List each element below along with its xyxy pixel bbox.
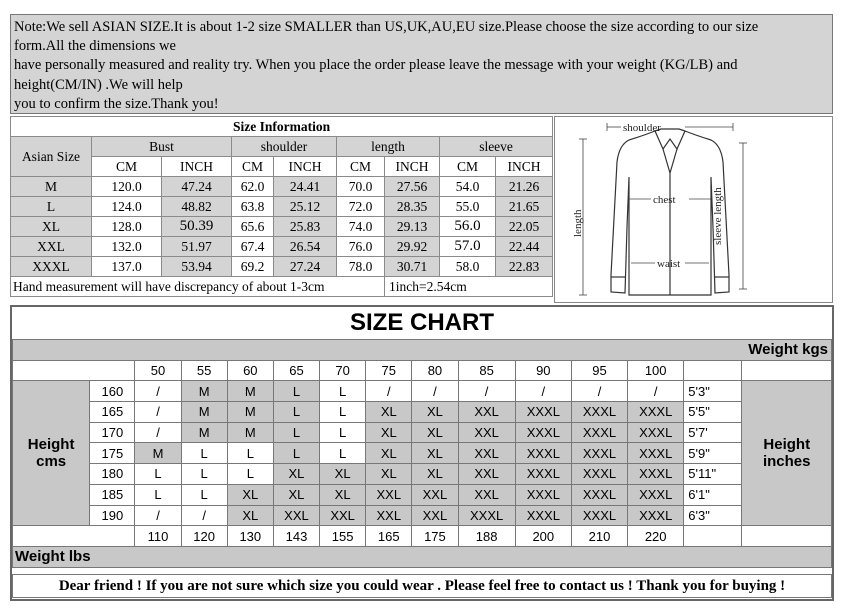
size-cell: XXXL: [571, 402, 627, 423]
size-cell: XXXL: [458, 505, 515, 526]
lbs-row: [13, 526, 832, 547]
unit-header-inch: INCH: [274, 157, 337, 177]
size-cell: XXL: [412, 505, 458, 526]
size-cell: /: [412, 381, 458, 402]
size-info-row: [11, 197, 553, 217]
size-cell: XXXL: [571, 443, 627, 464]
measure-value: 25.83: [274, 217, 337, 237]
height-cm-value: 190: [90, 505, 135, 526]
size-cell: XXXL: [628, 443, 684, 464]
measure-value: 57.0: [440, 237, 496, 257]
size-cell: L: [320, 443, 366, 464]
size-cell: XXL: [458, 443, 515, 464]
size-cell: M: [227, 381, 273, 402]
measure-value: 22.05: [496, 217, 553, 237]
unit-header-cm: CM: [232, 157, 274, 177]
weight-kg-value: 50: [135, 360, 181, 381]
measure-value: 51.97: [162, 237, 232, 257]
size-cell: /: [515, 381, 571, 402]
height-cm-value: 165: [90, 402, 135, 423]
measure-value: 72.0: [337, 197, 385, 217]
size-cell: XL: [320, 484, 366, 505]
height-inch-value: 6'1": [684, 484, 742, 505]
unit-header-inch: INCH: [496, 157, 553, 177]
weight-kg-value: 95: [571, 360, 627, 381]
size-cell: /: [458, 381, 515, 402]
measure-value: 48.82: [162, 197, 232, 217]
size-cell: XL: [366, 422, 412, 443]
unit-header-inch: INCH: [162, 157, 232, 177]
size-cell: /: [135, 505, 181, 526]
note-line: height(CM/IN) .We will help: [14, 76, 183, 93]
weight-lb-value: 175: [412, 526, 458, 547]
size-cell: /: [135, 422, 181, 443]
weight-kg-value: 65: [273, 360, 319, 381]
measure-value: 65.6: [232, 217, 274, 237]
weight-lb-value: 220: [628, 526, 684, 547]
weight-kgs-label: Weight kgs: [13, 340, 832, 361]
unit-header-inch: INCH: [385, 157, 440, 177]
weight-kg-value: 70: [320, 360, 366, 381]
size-cell: XXL: [273, 505, 319, 526]
measure-value: 53.94: [162, 257, 232, 277]
size-cell: XXL: [366, 505, 412, 526]
size-cell: XL: [366, 443, 412, 464]
asian-size-header: Asian Size: [11, 137, 92, 177]
weight-lbs-row: [13, 546, 832, 567]
size-cell: L: [227, 464, 273, 485]
note-line: Note:We sell ASIAN SIZE.It is about 1-2 size SMALLER than US,UK,AU,EU size.Please choose the size according to our size: [14, 19, 759, 35]
size-cell: XL: [412, 443, 458, 464]
size-cell: L: [135, 464, 181, 485]
size-info-row: [11, 237, 553, 257]
size-cell: XXL: [458, 422, 515, 443]
size-cell: L: [320, 381, 366, 402]
measure-value: 25.12: [274, 197, 337, 217]
measure-value: 27.56: [385, 177, 440, 197]
measure-group-header: length: [337, 137, 440, 157]
measure-value: 120.0: [92, 177, 162, 197]
size-cell: XL: [227, 484, 273, 505]
height-cms-label-line: cms: [36, 453, 67, 471]
size-label: XXL: [11, 237, 92, 257]
sleeve-length-label: sleeve length: [712, 187, 724, 245]
height-row: [13, 422, 832, 443]
weight-lb-value: 200: [515, 526, 571, 547]
note-line: form.All the dimensions we: [14, 38, 176, 55]
height-inches-label: [742, 381, 832, 526]
measure-value: 30.71: [385, 257, 440, 277]
size-cell: XXL: [320, 505, 366, 526]
size-cell: L: [273, 402, 319, 423]
size-cell: L: [273, 443, 319, 464]
note-line: you to confirm the size.Thank you!: [14, 95, 219, 112]
size-cell: L: [273, 422, 319, 443]
blank-cell: [684, 360, 742, 381]
height-cm-value: 185: [90, 484, 135, 505]
measure-value: 24.41: [274, 177, 337, 197]
note-line: have personally measured and reality try. When you place the order please leave the message with your weight (KG/LB) and: [14, 57, 738, 74]
size-label: XXXL: [11, 257, 92, 277]
measure-value: 70.0: [337, 177, 385, 197]
height-row: [13, 484, 832, 505]
measure-value: 58.0: [440, 257, 496, 277]
size-cell: L: [227, 443, 273, 464]
measure-value: 63.8: [232, 197, 274, 217]
measure-group-header: sleeve: [440, 137, 553, 157]
size-cell: M: [227, 422, 273, 443]
size-cell: /: [135, 402, 181, 423]
measure-group-header: Bust: [92, 137, 232, 157]
height-inch-value: 5'5": [684, 402, 742, 423]
measure-value: 128.0: [92, 217, 162, 237]
unit-header-cm: CM: [440, 157, 496, 177]
size-info-group-row: [11, 137, 553, 157]
measure-value: 26.54: [274, 237, 337, 257]
size-information-table: [10, 116, 553, 297]
measure-value: 76.0: [337, 237, 385, 257]
weight-kg-value: 55: [181, 360, 227, 381]
length-label: length: [572, 209, 584, 237]
kgs-row: [13, 360, 832, 381]
size-cell: XXXL: [515, 505, 571, 526]
size-cell: /: [181, 505, 227, 526]
size-note: [10, 14, 833, 114]
size-cell: /: [571, 381, 627, 402]
size-cell: /: [628, 381, 684, 402]
size-cell: XL: [320, 464, 366, 485]
measure-value: 132.0: [92, 237, 162, 257]
blank-cell: [13, 526, 135, 547]
measure-value: 55.0: [440, 197, 496, 217]
size-chart-table: [12, 339, 832, 568]
size-cell: M: [227, 402, 273, 423]
height-cm-value: 160: [90, 381, 135, 402]
size-cell: XL: [412, 402, 458, 423]
size-cell: XXXL: [571, 464, 627, 485]
height-cm-value: 180: [90, 464, 135, 485]
measurement-footnote: Hand measurement will have discrepancy of about 1-3cm: [11, 277, 385, 297]
blank-cell: [742, 360, 832, 381]
size-info-row: [11, 257, 553, 277]
waist-label: waist: [657, 258, 681, 270]
size-info-unit-row: [11, 157, 553, 177]
chest-label: chest: [653, 194, 676, 206]
size-cell: /: [135, 381, 181, 402]
blank-cell: [742, 526, 832, 547]
measure-value: 124.0: [92, 197, 162, 217]
size-label: L: [11, 197, 92, 217]
size-cell: XL: [227, 505, 273, 526]
size-cell: M: [181, 422, 227, 443]
measure-value: 69.2: [232, 257, 274, 277]
height-row: [13, 402, 832, 423]
measure-value: 21.65: [496, 197, 553, 217]
size-label: M: [11, 177, 92, 197]
size-cell: XXL: [458, 484, 515, 505]
height-cm-value: 175: [90, 443, 135, 464]
blank-cell: [684, 526, 742, 547]
size-cell: L: [273, 381, 319, 402]
size-cell: XXXL: [515, 402, 571, 423]
measure-value: 56.0: [440, 217, 496, 237]
size-cell: XXL: [412, 484, 458, 505]
size-info-title-row: [11, 117, 553, 137]
size-cell: M: [135, 443, 181, 464]
weight-lb-value: 110: [135, 526, 181, 547]
height-cms-label-line: Height: [27, 436, 75, 454]
measure-value: 29.92: [385, 237, 440, 257]
measure-value: 62.0: [232, 177, 274, 197]
inch-conversion: 1inch=2.54cm: [385, 277, 553, 297]
size-cell: XXL: [458, 464, 515, 485]
weight-kg-value: 80: [412, 360, 458, 381]
height-cm-value: 170: [90, 422, 135, 443]
size-cell: XXXL: [515, 443, 571, 464]
size-cell: XL: [273, 464, 319, 485]
size-cell: XXXL: [515, 422, 571, 443]
size-cell: XL: [366, 464, 412, 485]
weight-lb-value: 165: [366, 526, 412, 547]
size-cell: XXL: [366, 484, 412, 505]
weight-lbs-label: Weight lbs: [13, 546, 832, 567]
measure-value: 137.0: [92, 257, 162, 277]
size-cell: XXXL: [628, 505, 684, 526]
measure-group-header: shoulder: [232, 137, 337, 157]
size-cell: XXL: [458, 402, 515, 423]
weight-lb-value: 188: [458, 526, 515, 547]
weight-lb-value: 130: [227, 526, 273, 547]
size-info-footnote-row: [11, 277, 553, 297]
size-info-row: [11, 177, 553, 197]
shirt-measurement-diagram: [554, 116, 833, 303]
measure-value: 47.24: [162, 177, 232, 197]
height-cms-label: [13, 381, 90, 526]
height-inches-label-line: inches: [762, 453, 811, 471]
size-cell: XXXL: [515, 484, 571, 505]
measure-value: 67.4: [232, 237, 274, 257]
height-row: [13, 464, 832, 485]
size-info-title: Size Information: [11, 117, 553, 137]
size-info-row: [11, 217, 553, 237]
height-inch-value: 5'11": [684, 464, 742, 485]
weight-lb-value: 155: [320, 526, 366, 547]
measure-value: 54.0: [440, 177, 496, 197]
weight-lb-value: 120: [181, 526, 227, 547]
size-cell: XXXL: [628, 464, 684, 485]
size-cell: XXXL: [628, 422, 684, 443]
measure-value: 29.13: [385, 217, 440, 237]
measure-value: 22.44: [496, 237, 553, 257]
footer-message: Dear friend ! If you are not sure which size you could wear . Please feel free to contact us ! Thank you for buying !: [12, 574, 832, 598]
height-inch-value: 6'3": [684, 505, 742, 526]
blank-cell: [13, 360, 135, 381]
size-cell: M: [181, 381, 227, 402]
height-row: [13, 443, 832, 464]
weight-lb-value: 210: [571, 526, 627, 547]
size-cell: L: [181, 484, 227, 505]
weight-kg-value: 85: [458, 360, 515, 381]
size-cell: L: [181, 443, 227, 464]
measure-value: 22.83: [496, 257, 553, 277]
size-cell: L: [320, 402, 366, 423]
size-cell: XL: [366, 402, 412, 423]
height-row: [13, 381, 832, 402]
height-inch-value: 5'9": [684, 443, 742, 464]
weight-kg-value: 75: [366, 360, 412, 381]
size-cell: XXXL: [628, 484, 684, 505]
measure-value: 27.24: [274, 257, 337, 277]
weight-kg-value: 100: [628, 360, 684, 381]
shoulder-label: shoulder: [623, 122, 661, 134]
shirt-diagram-svg: [555, 117, 832, 302]
size-cell: XXXL: [571, 484, 627, 505]
height-inch-value: 5'3": [684, 381, 742, 402]
size-cell: XL: [412, 464, 458, 485]
size-cell: XXXL: [628, 402, 684, 423]
measure-value: 28.35: [385, 197, 440, 217]
measure-value: 50.39: [162, 217, 232, 237]
size-cell: L: [135, 484, 181, 505]
size-cell: XL: [273, 484, 319, 505]
size-cell: L: [181, 464, 227, 485]
height-inch-value: 5'7': [684, 422, 742, 443]
weight-kgs-header-row: [13, 340, 832, 361]
size-cell: XXXL: [571, 505, 627, 526]
weight-kg-value: 60: [227, 360, 273, 381]
size-label: XL: [11, 217, 92, 237]
size-cell: XXXL: [515, 464, 571, 485]
weight-lb-value: 143: [273, 526, 319, 547]
size-cell: M: [181, 402, 227, 423]
size-chart-title: SIZE CHART: [350, 309, 494, 336]
size-cell: XXXL: [571, 422, 627, 443]
unit-header-cm: CM: [92, 157, 162, 177]
height-row: [13, 505, 832, 526]
size-cell: /: [366, 381, 412, 402]
weight-kg-value: 90: [515, 360, 571, 381]
size-cell: XL: [412, 422, 458, 443]
measure-value: 78.0: [337, 257, 385, 277]
height-inches-label-line: Height: [763, 436, 811, 454]
measure-value: 74.0: [337, 217, 385, 237]
size-cell: L: [320, 422, 366, 443]
unit-header-cm: CM: [337, 157, 385, 177]
measure-value: 21.26: [496, 177, 553, 197]
